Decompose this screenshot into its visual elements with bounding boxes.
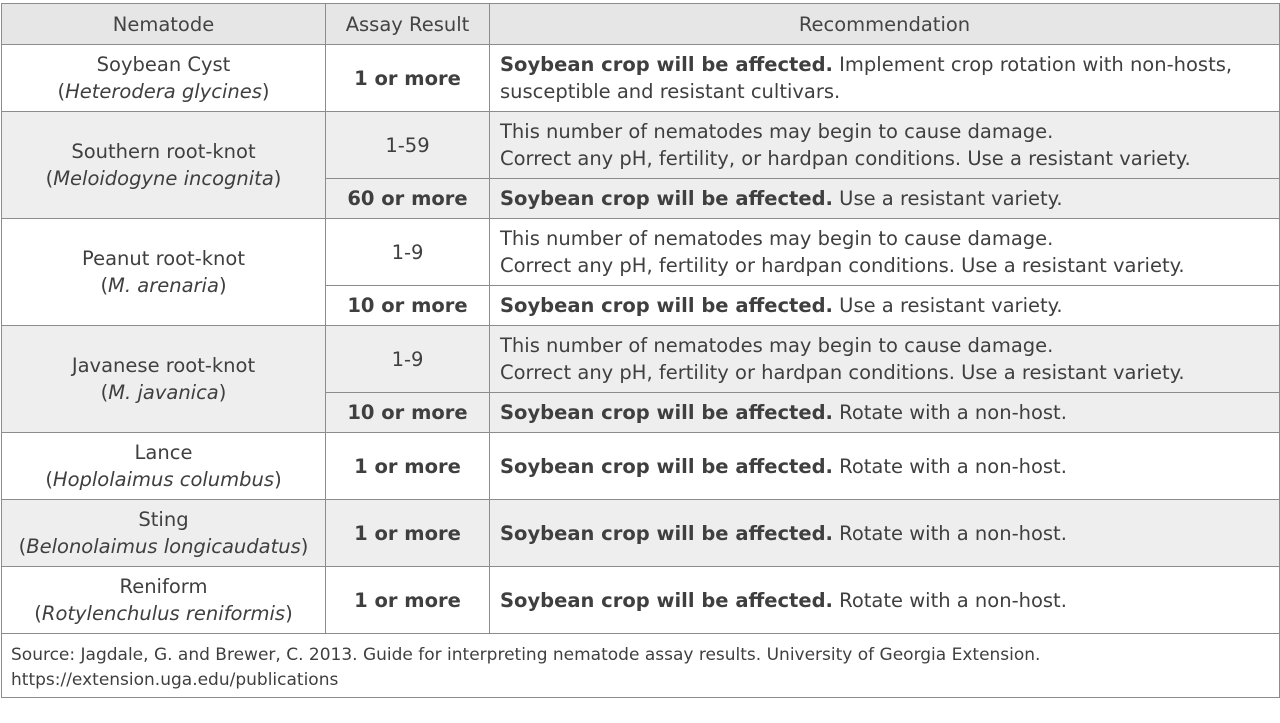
assay-result: 1 or more [326, 45, 490, 112]
recommendation-line1: This number of nematodes may begin to cause damage. [500, 227, 1054, 250]
assay-result: 1 or more [326, 567, 490, 634]
table-row [2, 219, 1280, 286]
recommendation-bold: Soybean crop will be affected. [500, 588, 833, 612]
table-row [2, 45, 1280, 112]
recommendation-cell [490, 567, 1280, 634]
nematode-common-name: Southern root-knot [71, 140, 256, 163]
nematode-scientific-name: Belonolaimus longicaudatus [26, 535, 301, 558]
recommendation-bold: Soybean crop will be affected. [500, 187, 833, 210]
table-row [2, 112, 1280, 179]
nematode-scientific-name: Rotylenchulus reniformis [41, 602, 286, 625]
assay-result: 60 or more [326, 179, 490, 219]
recommendation-bold: Soybean crop will be affected. [500, 294, 833, 317]
source-note [2, 634, 1280, 698]
nematode-common-name: Sting [138, 508, 189, 531]
nematode-cell: Soybean Cyst (Heterodera glycines) [2, 45, 326, 112]
table-row [2, 567, 1280, 634]
recommendation-text: Rotate with a non-host. [832, 588, 1067, 612]
recommendation-bold: Soybean crop will be affected. [500, 454, 833, 478]
table-row [2, 326, 1280, 393]
nematode-scientific-name: Meloidogyne incognita [53, 167, 274, 190]
recommendation-text: Rotate with a non-host. [832, 401, 1067, 424]
nematode-cell: Southern root-knot (Meloidogyne incognita) [2, 112, 326, 219]
nematode-common-name: Javanese root-knot [71, 354, 256, 377]
recommendation-line1: This number of nematodes may begin to cause damage. [500, 120, 1054, 143]
source-citation: Source: Jagdale, G. and Brewer, C. 2013. Guide for interpreting nematode assay results. University of Georgia Extension. [11, 645, 1041, 665]
assay-result: 1 or more [326, 500, 490, 567]
nematode-scientific-name: Hoplolaimus columbus [52, 468, 275, 491]
nematode-table [1, 3, 1280, 698]
nematode-cell: Sting (Belonolaimus longicaudatus) [2, 500, 326, 567]
source-row [2, 634, 1280, 698]
recommendation-text: Rotate with a non-host. [832, 521, 1067, 545]
recommendation-text: Rotate with a non-host. [832, 454, 1067, 478]
nematode-cell: Peanut root-knot (M. arenaria) [2, 219, 326, 326]
assay-result: 1 or more [326, 433, 490, 500]
recommendation-cell [490, 112, 1280, 179]
recommendation-cell [490, 219, 1280, 286]
nematode-common-name: Peanut root-knot [82, 247, 245, 270]
recommendation-bold: Soybean crop will be affected. [500, 53, 833, 76]
recommendation-cell [490, 393, 1280, 433]
nematode-cell: Reniform (Rotylenchulus reniformis) [2, 567, 326, 634]
assay-result: 10 or more [326, 393, 490, 433]
source-url: https://extension.uga.edu/publications [11, 670, 339, 690]
nematode-scientific-name: M. javanica [108, 381, 219, 404]
header-row [2, 4, 1280, 45]
nematode-common-name: Soybean Cyst [96, 53, 231, 76]
recommendation-cell [490, 45, 1280, 112]
recommendation-cell [490, 500, 1280, 567]
assay-result: 1-9 [326, 326, 490, 393]
table-row [2, 500, 1280, 567]
nematode-common-name: Lance [134, 441, 193, 464]
recommendation-line1: This number of nematodes may begin to cause damage. [500, 334, 1054, 357]
header-assay-result: Assay Result [326, 4, 490, 45]
recommendation-bold: Soybean crop will be affected. [500, 521, 833, 545]
recommendation-cell [490, 433, 1280, 500]
nematode-common-name: Reniform [119, 575, 208, 598]
nematode-scientific-name: Heterodera glycines [65, 80, 262, 103]
header-nematode: Nematode [2, 4, 326, 45]
recommendation-cell [490, 286, 1280, 326]
recommendation-bold: Soybean crop will be affected. [500, 401, 833, 424]
table-row [2, 433, 1280, 500]
nematode-cell: Lance (Hoplolaimus columbus) [2, 433, 326, 500]
nematode-cell: Javanese root-knot (M. javanica) [2, 326, 326, 433]
recommendation-text: Use a resistant variety. [832, 294, 1063, 317]
header-recommendation: Recommendation [490, 4, 1280, 45]
recommendation-text: Use a resistant variety. [832, 187, 1063, 210]
assay-result: 1-59 [326, 112, 490, 179]
recommendation-line2: Correct any pH, fertility, or hardpan conditions. Use a resistant variety. [500, 147, 1191, 170]
nematode-scientific-name: M. arenaria [108, 274, 219, 297]
recommendation-cell [490, 179, 1280, 219]
recommendation-line2: Correct any pH, fertility or hardpan conditions. Use a resistant variety. [500, 361, 1185, 384]
recommendation-line2: Correct any pH, fertility or hardpan conditions. Use a resistant variety. [500, 254, 1185, 277]
recommendation-cell [490, 326, 1280, 393]
recommendation-text: Implement crop rotation with non-hosts, susceptible and resistant cultivars. [500, 53, 1233, 103]
assay-result: 1-9 [326, 219, 490, 286]
assay-result: 10 or more [326, 286, 490, 326]
